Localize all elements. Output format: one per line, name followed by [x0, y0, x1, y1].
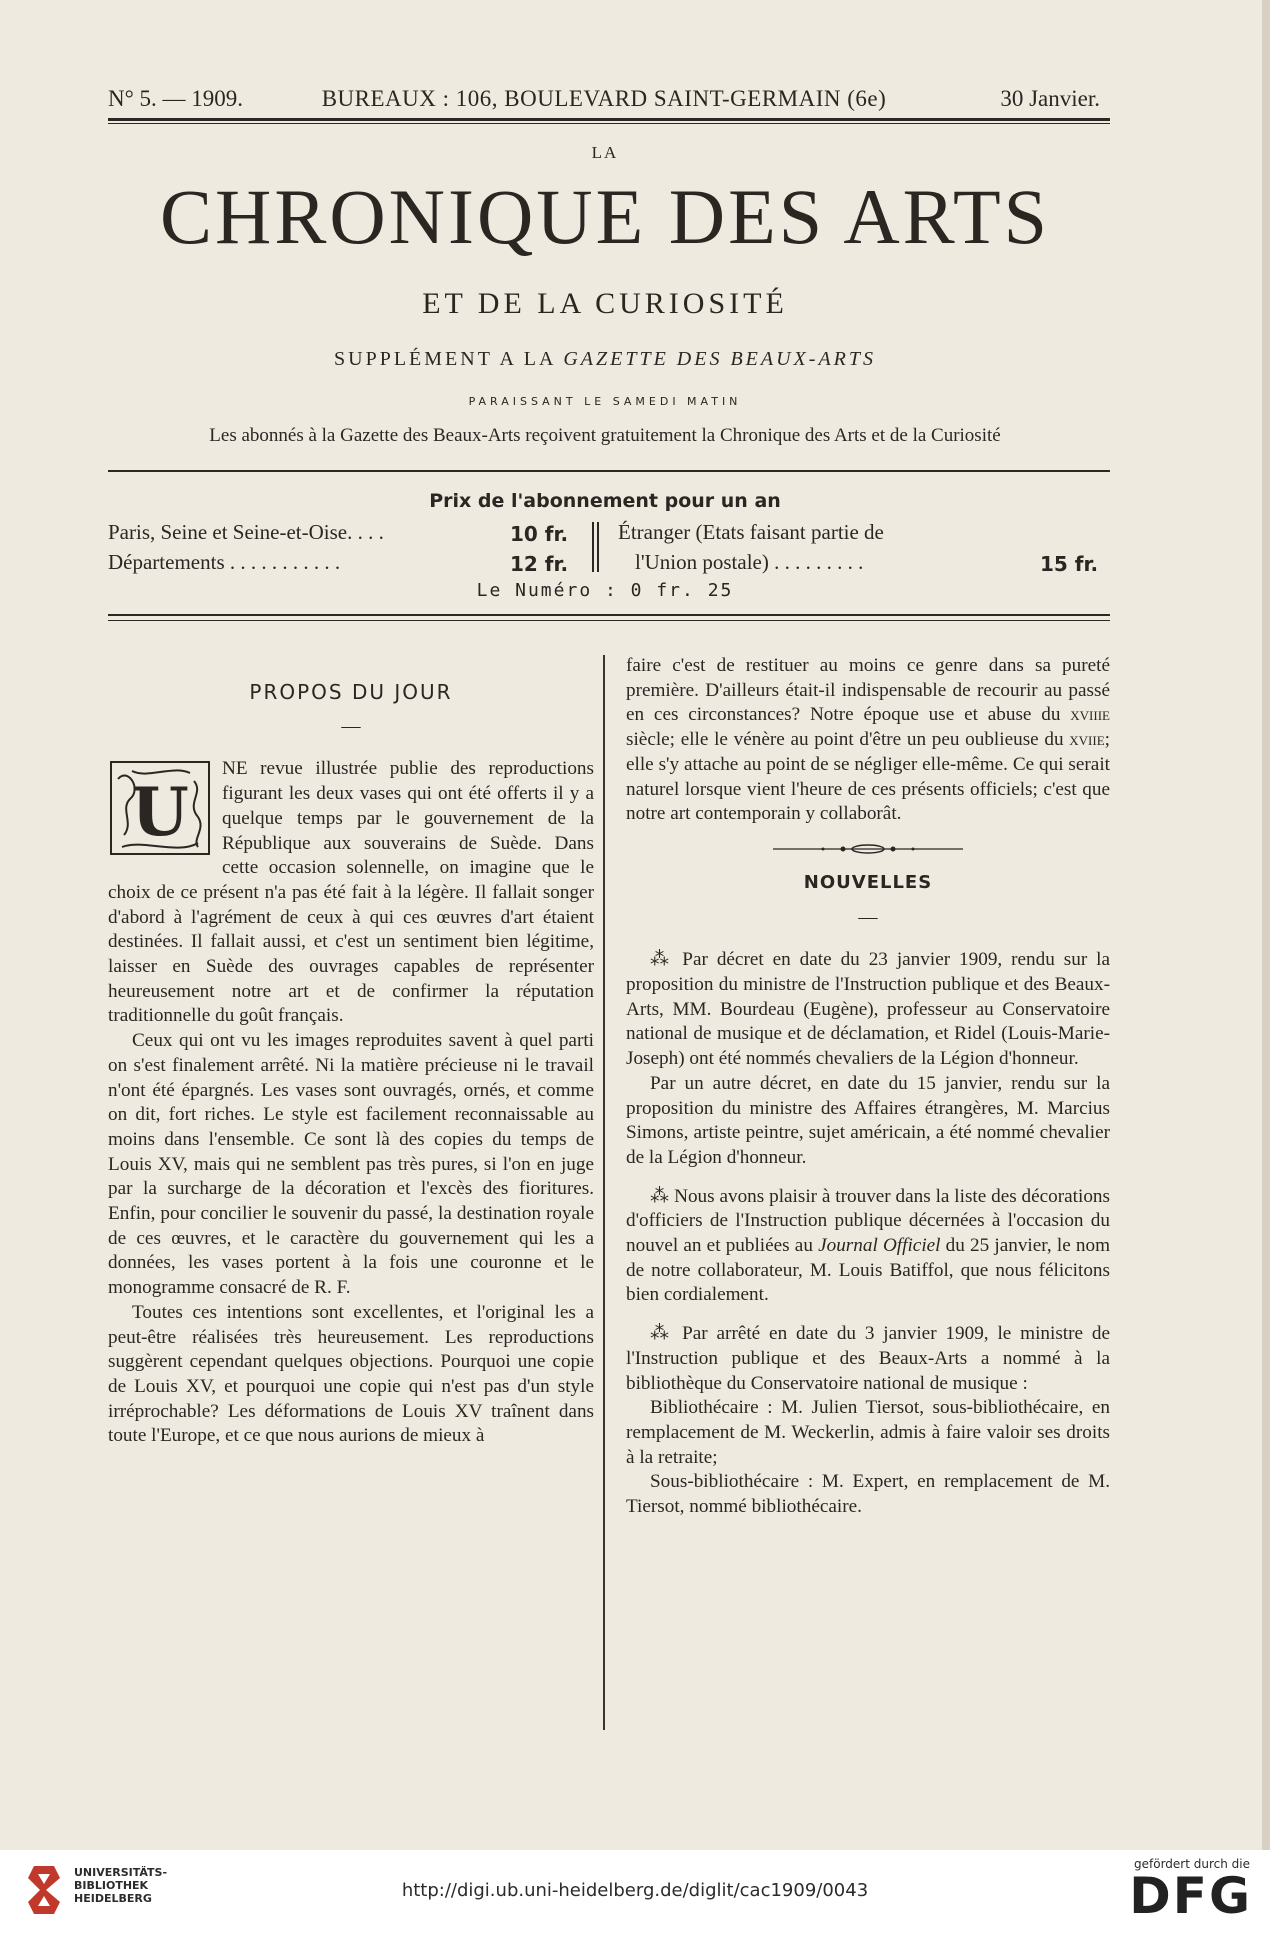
- page-edge: [1262, 0, 1270, 1850]
- asterism: ⁂: [650, 1185, 670, 1207]
- propos-paragraph-1: [108, 757, 594, 1029]
- century-17: xviie: [1069, 729, 1105, 751]
- price-divider-2: [597, 522, 599, 572]
- masthead-supplement: [0, 348, 1210, 371]
- journal-officiel: Journal Officiel: [818, 1235, 941, 1257]
- subscription-rule: [108, 614, 1110, 616]
- permalink-url[interactable]: http://digi.ub.uni-heidelberg.de/diglit/cac1909/0043: [401, 1880, 869, 1901]
- university-name: UNIVERSITÄTS- BIBLIOTHEK HEIDELBERG: [74, 1866, 168, 1905]
- left-column: [108, 660, 594, 1449]
- news-item-6: Sous-bibliothécaire : M. Expert, en remplacement de M. Tiersot, nommé bibliothécaire.: [626, 1471, 1110, 1518]
- foreign-label-1: Étranger (Etats faisant partie de: [618, 520, 884, 544]
- funded-by-label: gefördert durch die: [1134, 1857, 1250, 1871]
- subscription-title: Prix de l'abonnement pour un an: [429, 490, 781, 512]
- masthead-rule: [108, 470, 1110, 472]
- asterism: ⁂: [650, 949, 674, 971]
- foreign-price: 15 fr.: [1040, 552, 1099, 576]
- foreign-label-2: l'Union postale) . . . . . . . . .: [635, 550, 864, 574]
- asterism: ⁂: [650, 1323, 674, 1345]
- supplement-name: GAZETTE DES BEAUX-ARTS: [563, 348, 876, 370]
- propos-paragraph-2: Ceux qui ont vu les images reproduites savent à quel parti on s'est finalement arrêté. Ni la matière précieuse ni le travail n'ont été épargnés. Les vases sont ouvragés, ornés, et comme on dit, fort riches. Le style est facilement reconnaissable au moins dans l'ensemble. Ce sont là des copies du temps de Louis XV, mais qui ne semblent pas très pures, si l'on en juge par la surcharge de la décoration et l'excès des fioritures. Enfin, pour concilier le souvenir du passé, la destination royale de ces œuvres, et le caractère du gouvernement qui les a données, les vases portent à la fois une couronne et le monogramme consacré de R. F.: [108, 1030, 594, 1299]
- office-address: BUREAUX : 106, BOULEVARD SAINT-GERMAIN (6e): [321, 86, 887, 111]
- subscription-rule-thin: [108, 620, 1110, 621]
- dropcap-ornament: [108, 759, 212, 857]
- news-item-3: ⁂ Nous avons plaisir à trouver dans la liste des décorations d'officiers de l'Instruction publique décernées à l'occasion du nouvel an et publiées au Journal Officiel du 25 janvier, le nom de notre collaborateur, M. Louis Batiffol, que nous félicitons bien cordialement.: [626, 1185, 1110, 1306]
- masthead-weekly: PARAISSANT LE SAMEDI MATIN: [468, 395, 742, 408]
- propos-title: PROPOS DU JOUR: [249, 680, 453, 704]
- issue-header: [108, 86, 1100, 116]
- masthead-title: CHRONIQUE DES ARTS: [159, 173, 1051, 260]
- propos-continuation: faire c'est de restituer au moins ce genre dans sa pureté première. D'ailleurs était-il indispensable de recourir au passé en ces circonstances? Notre époque use et abuse du xviiie siècle; elle le vénère au point d'être un peu oublieuse du xviie; elle s'y attache au point de se négliger elle-même. Ce qui serait naturel lorsque vient l'heure de ces présents officiels; c'est que notre art contemporain y collaborât.: [626, 655, 1110, 825]
- masthead-subtitle: ET DE LA CURIOSITÉ: [422, 287, 788, 320]
- propos-paragraph-1-text: NE revue illustrée publie des reproductions figurant les deux vases qui ont été offerts il y a quelque temps par le gouvernement de la République aux souverains de Suède. Dans cette occasion solennelle, on imagine que le choix de ce présent n'a pas été fait à la légère. Il fallait songer d'abord à l'agrément de ceux à qui ces œuvres d'art étaient destinées. Il fallait aussi, et c'est un sentiment bien légitime, laisser en Suède des ouvrages capables de représenter heureusement notre art et de confirmer la réputation traditionnelle du goût français.: [108, 758, 594, 1027]
- departements-price: 12 fr.: [510, 552, 569, 576]
- dropcap-letter: U: [131, 773, 189, 852]
- news-item-2: Par un autre décret, en date du 15 janvier, rendu sur la proposition du ministre des Affaires étrangères, M. Marcius Simons, artiste peintre, sujet américain, a été nommé chevalier de la Légion d'honneur.: [626, 1072, 1110, 1168]
- paris-price: 10 fr.: [510, 522, 569, 546]
- departements-label: Départements . . . . . . . . . . .: [108, 550, 341, 574]
- header-rule: [108, 118, 1110, 121]
- nouvelles-dash: —: [858, 906, 878, 928]
- propos-paragraph-3: Toutes ces intentions sont excellentes, et l'original les a peut-être réalisées très heureusement. Les reproductions suggèrent cependant quelques objections. Pourquoi une copie de Louis XV, et pourquoi une copie qui n'est pas d'un style irréprochable? Les déformations de Louis XV traînent dans toute l'Europe, et ce que nous aurions de mieux à: [108, 1301, 594, 1447]
- subscriber-note: Les abonnés à la Gazette des Beaux-Arts reçoivent gratuitement la Chronique des Arts et de la Curiosité: [209, 425, 1001, 446]
- column-divider: [603, 655, 605, 1730]
- right-column: [626, 655, 1111, 1520]
- news-item-4: ⁂ Par arrêté en date du 3 janvier 1909, le ministre de l'Instruction publique et des Beaux-Arts a nommé à la bibliothèque du Conservatoire national de musique :: [626, 1323, 1111, 1394]
- paris-label: Paris, Seine et Seine-et-Oise. . . .: [108, 520, 384, 544]
- supplement-prefix: SUPPLÉMENT A LA: [334, 348, 556, 370]
- header-rule-thin: [108, 123, 1110, 124]
- nouvelles-title: NOUVELLES: [803, 871, 933, 893]
- issue-date: 30 Janvier.: [1000, 86, 1100, 111]
- section-ornament: [626, 839, 1110, 853]
- dfg-logo: DFG: [1129, 1867, 1252, 1925]
- ornament-divider: [773, 842, 963, 856]
- masthead-article: LA: [591, 143, 619, 162]
- propos-dash: —: [341, 715, 361, 737]
- single-issue-price: Le Numéro : 0 fr. 25: [476, 580, 734, 601]
- news-item-5: Bibliothécaire : M. Julien Tiersot, sous-bibliothécaire, en remplacement de M. Weckerlin, admis à faire valoir ses droits à la retraite;: [626, 1397, 1110, 1468]
- issue-number: N° 5. — 1909.: [108, 86, 244, 111]
- news-item-1: ⁂ Par décret en date du 23 janvier 1909, rendu sur la proposition du ministre de l'Instruction publique et des Beaux-Arts, MM. Bourdeau (Eugène), professeur au Conservatoire national de musique et de déclamation, et Ridel (Louis-Marie-Joseph) ont été nommés chevaliers de la Légion d'honneur.: [626, 949, 1111, 1070]
- price-divider-1: [592, 522, 594, 572]
- century-18: xviiie: [1070, 704, 1110, 726]
